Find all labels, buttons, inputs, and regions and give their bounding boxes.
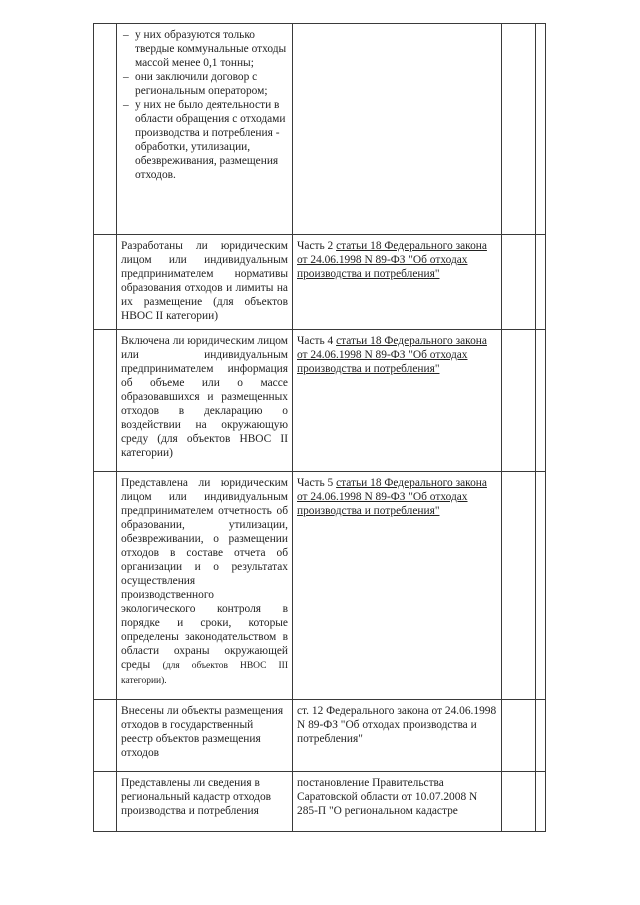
list-item: – у них не было деятельности в области обращения с отходами производства и потребления - обработки, утилизации, обезвреживания, размещения отходов. bbox=[121, 98, 288, 182]
note-cell bbox=[536, 24, 546, 235]
table-row bbox=[94, 235, 546, 330]
number-cell bbox=[94, 235, 117, 330]
note-cell bbox=[536, 700, 546, 772]
table-row bbox=[94, 330, 546, 472]
note-cell bbox=[536, 235, 546, 330]
reference-cell bbox=[293, 235, 502, 330]
list-item: – у них образуются только твердые коммунальные отходы массой менее 0,1 тонны; bbox=[121, 28, 288, 70]
reference-cell: ст. 12 Федерального закона от 24.06.1998 N 89-ФЗ "Об отходах производства и потребления" bbox=[293, 700, 502, 772]
reference-prefix: Часть 2 bbox=[297, 240, 337, 252]
question-cell bbox=[117, 24, 293, 235]
category-note: (для объектов НВОС III категории). bbox=[121, 661, 288, 686]
question-cell: Внесены ли объекты размещения отходов в государственный реестр объектов размещения отходов bbox=[117, 700, 293, 772]
note-cell bbox=[536, 772, 546, 832]
number-cell bbox=[94, 330, 117, 472]
law-link[interactable]: статьи 18 Федерального закона от 24.06.1998 N 89-ФЗ "Об отходах производства и потребления" bbox=[297, 240, 487, 280]
table-row bbox=[94, 472, 546, 700]
number-cell bbox=[94, 772, 117, 832]
number-cell bbox=[94, 472, 117, 700]
answer-cell bbox=[502, 235, 536, 330]
note-cell bbox=[536, 472, 546, 700]
question-cell: Включена ли юридическим лицом или индивидуальным предпринимателем информация об объеме или о массе образовавшихся и размещенных отходов в декларацию о воздействии на окружающую среду (для объектов НВОС II категории) bbox=[117, 330, 293, 472]
reference-cell bbox=[293, 472, 502, 700]
answer-cell bbox=[502, 472, 536, 700]
table-row bbox=[94, 700, 546, 772]
reference-cell bbox=[293, 330, 502, 472]
number-cell bbox=[94, 24, 117, 235]
table-row bbox=[94, 772, 546, 832]
question-cell: Разработаны ли юридическим лицом или индивидуальным предпринимателем нормативы образования отходов и лимиты на их размещение (для объектов НВОС II категории) bbox=[117, 235, 293, 330]
reference-cell bbox=[293, 24, 502, 235]
reference-cell: постановление Правительства Саратовской области от 10.07.2008 N 285-П "О региональном кадастре bbox=[293, 772, 502, 832]
answer-cell bbox=[502, 772, 536, 832]
answer-cell bbox=[502, 24, 536, 235]
reference-prefix: Часть 5 bbox=[297, 477, 337, 489]
question-cell bbox=[117, 472, 293, 700]
question-text: Представлена ли юридическим лицом или индивидуальным предпринимателем отчетность об образовании, утилизации, обезвреживании, о размещении отходов в составе отчета об организации и о результатах осуществления производственного экологического контроля в порядке и сроки, которые определены законодательством в области охраны окружающей среды bbox=[121, 477, 288, 671]
answer-cell bbox=[502, 700, 536, 772]
law-link[interactable]: статьи 18 Федерального закона от 24.06.1998 N 89-ФЗ "Об отходах производства и потребления" bbox=[297, 335, 487, 375]
question-cell: Представлены ли сведения в региональный кадастр отходов производства и потребления bbox=[117, 772, 293, 832]
answer-cell bbox=[502, 330, 536, 472]
table-row bbox=[94, 24, 546, 235]
requirements-table bbox=[93, 23, 546, 832]
number-cell bbox=[94, 700, 117, 772]
note-cell bbox=[536, 330, 546, 472]
list-item: – они заключили договор с региональным оператором; bbox=[121, 70, 288, 98]
law-link[interactable]: статьи 18 Федерального закона от 24.06.1998 N 89-ФЗ "Об отходах производства и потребления" bbox=[297, 477, 487, 517]
condition-list bbox=[121, 28, 288, 182]
reference-prefix: Часть 4 bbox=[297, 335, 337, 347]
